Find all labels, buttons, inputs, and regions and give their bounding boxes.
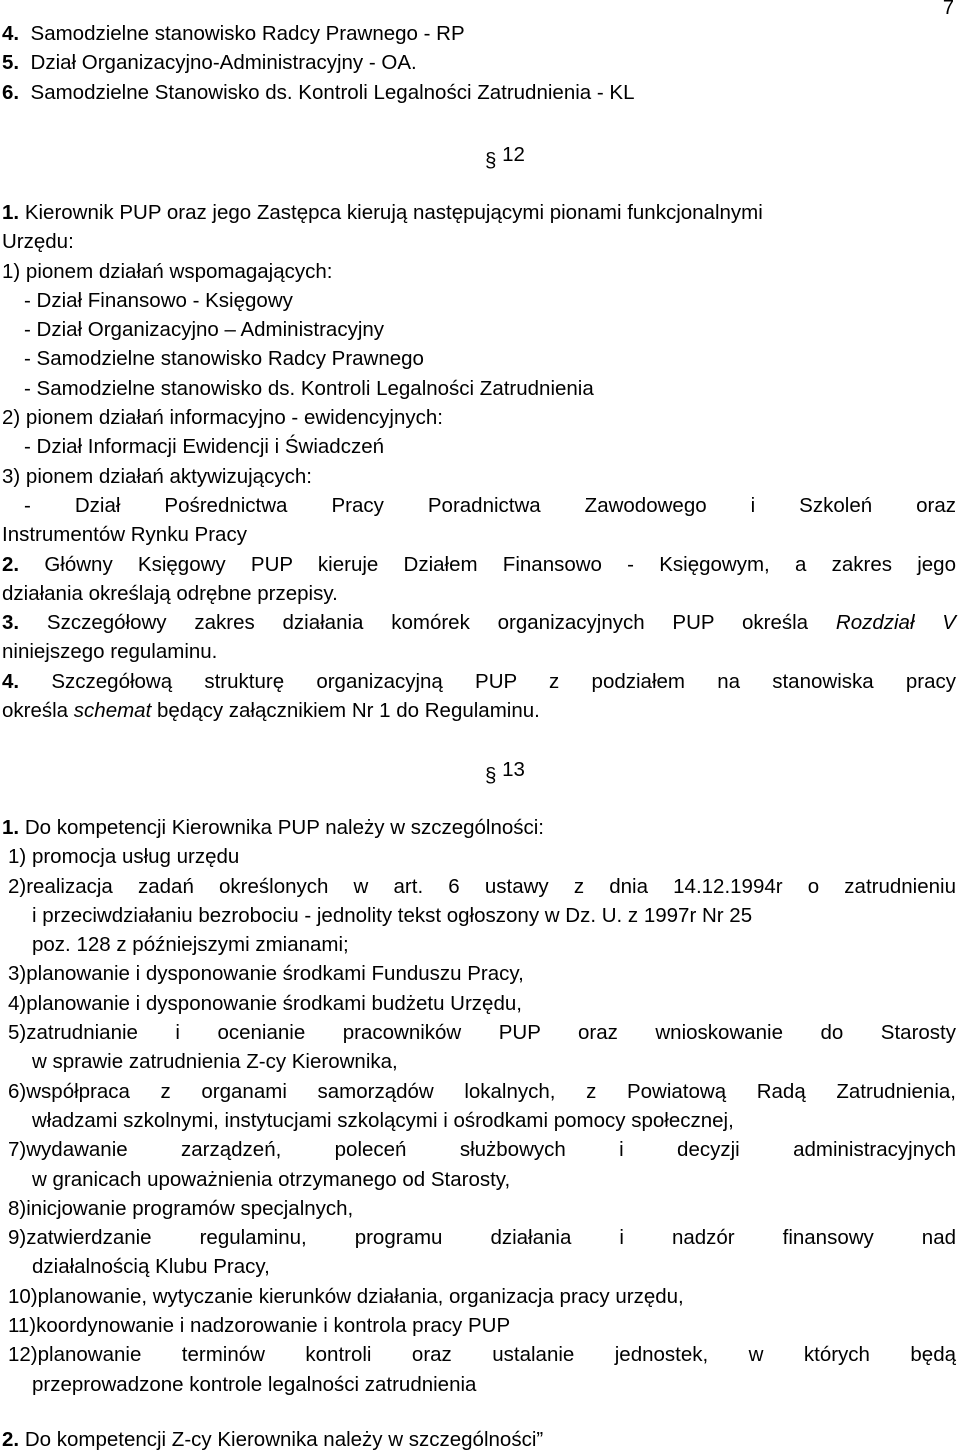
s13-item-1: [2, 842, 956, 871]
list-label: 10): [8, 1284, 38, 1308]
s12-pion2: 2) pionem działań informacyjno - ewidencyjnych:: [2, 406, 443, 430]
list-text: współpraca z organami samorządów lokalnych, z Powiatową Radą Zatrudnienia,: [26, 1079, 956, 1103]
units-list-top: [2, 19, 956, 107]
list-label: 8): [8, 1196, 27, 1220]
list-label: 4): [8, 991, 27, 1015]
list-text-cont: przeprowadzone kontrole legalności zatrudnienia: [32, 1372, 477, 1396]
list-text: promocja usług urzędu: [31, 845, 240, 869]
list-text-cont: w granicach upoważnienia otrzymanego od Starosty,: [32, 1167, 511, 1191]
s12-pion3: 3) pionem działań aktywizujących:: [2, 464, 312, 488]
s13-item-4: [2, 989, 956, 1018]
list-label: 1): [8, 845, 27, 869]
s13-item-8: [2, 1194, 956, 1223]
list-text: koordynowanie i nadzorowanie i kontrola pracy PUP: [36, 1314, 511, 1338]
list-text: planowanie i dysponowanie środkami budżetu Urzędu,: [26, 991, 522, 1015]
list-text: realizacja zadań określonych w art. 6 ustawy z dnia 14.12.1994r o zatrudnieniu: [26, 874, 956, 898]
list-label: 3): [8, 962, 27, 986]
list-text-cont: w sprawie zatrudnienia Z-cy Kierownika,: [32, 1050, 398, 1074]
list-label: 11): [8, 1314, 37, 1338]
s12-pion1-item: - Samodzielne stanowisko ds. Kontroli Legalności Zatrudnienia: [24, 376, 594, 400]
s12-pion1-item: - Dział Organizacyjno – Administracyjny: [24, 318, 385, 342]
s13-item-6: [2, 1077, 956, 1136]
page-number: 7: [942, 0, 954, 19]
list-label: 2): [8, 874, 27, 898]
list-text: zatrudnianie i ocenianie pracowników PUP oraz wnioskowanie do Starosty: [26, 1021, 956, 1045]
s12-p4-line2: określa schemat będący załącznikiem Nr 1 do Regulaminu.: [2, 699, 540, 723]
s12-pion3-item-line2: Instrumentów Rynku Pracy: [2, 523, 247, 547]
s12-p1-line1: 1. Kierownik PUP oraz jego Zastępca kierują następującymi pionami funkcjonalnymi: [2, 201, 763, 224]
list-text-cont: poz. 128 z późniejszymi zmianami;: [32, 933, 349, 957]
unit-item-4: 4. Samodzielne stanowisko Radcy Prawnego - RP: [2, 22, 465, 45]
s13-item-12: [2, 1340, 956, 1399]
section-13-body: [2, 813, 956, 1399]
list-text-cont: i przeciwdziałaniu bezrobociu - jednolity tekst ogłoszony w Dz. U. z 1997r Nr 25: [32, 903, 753, 927]
s12-p2-line1: 2. Główny Księgowy PUP kieruje Działem Finansowo - Księgowym, a zakres jego: [2, 552, 956, 576]
s12-pion3-item-line1: - Dział Pośrednictwa Pracy Poradnictwa Zawodowego i Szkoleń oraz: [24, 493, 956, 517]
list-text: inicjowanie programów specjalnych,: [26, 1196, 354, 1220]
s12-p3-line1: 3. Szczegółowy zakres działania komórek organizacyjnych PUP określa Rozdział V: [2, 611, 956, 635]
section-13-heading: § 13: [485, 758, 525, 787]
list-label: 5): [8, 1021, 27, 1045]
s12-p1-line2: Urzędu:: [2, 230, 74, 254]
section-12-heading: § 12: [485, 143, 525, 172]
unit-item-5: 5. Dział Organizacyjno-Administracyjny - OA.: [2, 51, 417, 75]
s13-p1: 1. Do kompetencji Kierownika PUP należy w szczególności:: [2, 816, 544, 839]
s12-pion1-item: - Dział Finansowo - Księgowy: [24, 288, 293, 312]
list-label: 12): [8, 1343, 38, 1367]
s12-pion1-item: - Samodzielne stanowisko Radcy Prawnego: [24, 347, 424, 371]
s13-p2: 2. Do kompetencji Z-cy Kierownika należy w szczególności”: [2, 1428, 544, 1451]
list-text: planowanie, wytyczanie kierunków działania, organizacja pracy urzędu,: [37, 1284, 684, 1308]
list-text: zatwierdzanie regulaminu, programu działania i nadzór finansowy nad: [26, 1226, 956, 1250]
s12-pion2-item: - Dział Informacji Ewidencji i Świadczeń: [24, 435, 385, 459]
s13-item-10: [2, 1282, 956, 1311]
list-text-cont: działalnością Klubu Pracy,: [32, 1255, 270, 1279]
section-12: [2, 140, 956, 170]
list-text: planowanie i dysponowanie środkami Funduszu Pracy,: [26, 962, 524, 986]
unit-item-6: 6. Samodzielne Stanowisko ds. Kontroli Legalności Zatrudnienia - KL: [2, 80, 635, 104]
s13-item-7: [2, 1135, 956, 1194]
list-text: wydawanie zarządzeń, poleceń służbowych i decyzji administracyjnych: [26, 1138, 956, 1162]
s12-p4-line1: 4. Szczegółową strukturę organizacyjną PUP z podziałem na stanowiska pracy: [2, 669, 956, 693]
list-text: planowanie terminów kontroli oraz ustalanie jednostek, w których będą: [37, 1343, 956, 1367]
section-13: [2, 755, 956, 785]
s13-item-3: [2, 959, 956, 988]
section-12-body: [2, 198, 956, 725]
s13-item-9: [2, 1223, 956, 1282]
s13-item-5: [2, 1018, 956, 1077]
s12-p3-line2: niniejszego regulaminu.: [2, 640, 218, 664]
s12-pion1: 1) pionem działań wspomagających:: [2, 259, 333, 283]
s13-item-2: [2, 872, 956, 960]
list-text-cont: władzami szkolnymi, instytucjami szkolącymi i ośrodkami pomocy społecznej,: [32, 1108, 734, 1132]
list-label: 6): [8, 1079, 27, 1103]
list-label: 9): [8, 1226, 27, 1250]
s13-item-11: [2, 1311, 956, 1340]
s12-p2-line2: działania określają odrębne przepisy.: [2, 581, 338, 605]
list-label: 7): [8, 1138, 27, 1162]
